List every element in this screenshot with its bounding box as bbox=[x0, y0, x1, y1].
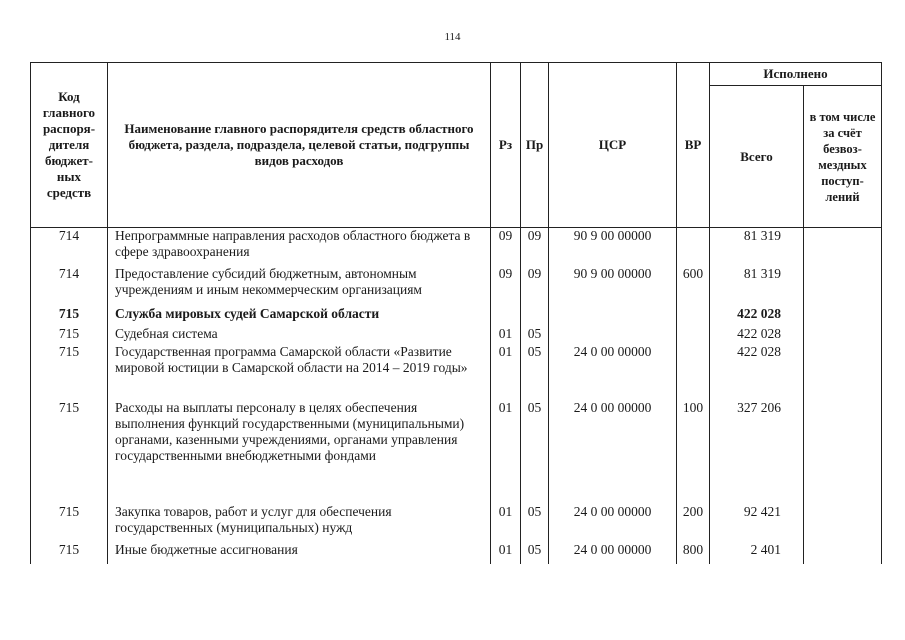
row-incl bbox=[804, 326, 882, 344]
row-total: 422 028 bbox=[710, 306, 804, 326]
row-code: 715 bbox=[31, 400, 108, 504]
row-csr: 90 9 00 00000 bbox=[549, 228, 677, 266]
row-name: Судебная система bbox=[108, 326, 491, 344]
expenditure-table bbox=[30, 62, 882, 564]
row-total: 2 401 bbox=[710, 542, 804, 564]
row-csr: 24 0 00 00000 bbox=[549, 344, 677, 400]
row-pr: 05 bbox=[521, 344, 549, 400]
row-incl bbox=[804, 504, 882, 542]
header-executed: Исполнено bbox=[710, 63, 882, 86]
row-name: Служба мировых судей Самарской области bbox=[108, 306, 491, 326]
row-rz: 09 bbox=[491, 266, 521, 306]
row-csr: 24 0 00 00000 bbox=[549, 504, 677, 542]
header-incl: в том числе за счёт безвоз-мездных поступ-лений bbox=[804, 86, 882, 228]
row-incl bbox=[804, 266, 882, 306]
header-csr: ЦСР bbox=[549, 63, 677, 228]
row-name: Непрограммные направления расходов областного бюджета в сфере здравоохранения bbox=[108, 228, 491, 266]
row-rz: 01 bbox=[491, 344, 521, 400]
row-vr bbox=[677, 326, 710, 344]
row-total: 422 028 bbox=[710, 326, 804, 344]
header-vr: ВР bbox=[677, 63, 710, 228]
header-pr: Пр bbox=[521, 63, 549, 228]
row-name: Расходы на выплаты персоналу в целях обеспечения выполнения функций государственными (муниципальными) органами, казенными учреждениями, органами управления государственными внебюджетными фондами bbox=[108, 400, 491, 504]
row-code: 715 bbox=[31, 542, 108, 564]
row-pr: 09 bbox=[521, 228, 549, 266]
row-vr: 100 bbox=[677, 400, 710, 504]
row-incl bbox=[804, 344, 882, 400]
row-vr: 600 bbox=[677, 266, 710, 306]
row-name: Государственная программа Самарской области «Развитие мировой юстиции в Самарской области на 2014 – 2019 годы» bbox=[108, 344, 491, 400]
row-rz: 01 bbox=[491, 400, 521, 504]
row-name: Иные бюджетные ассигнования bbox=[108, 542, 491, 564]
row-csr: 24 0 00 00000 bbox=[549, 542, 677, 564]
table-row bbox=[31, 266, 882, 306]
table-row bbox=[31, 344, 882, 400]
row-incl bbox=[804, 228, 882, 266]
table-row bbox=[31, 326, 882, 344]
table-row bbox=[31, 504, 882, 542]
row-vr bbox=[677, 306, 710, 326]
row-code: 715 bbox=[31, 504, 108, 542]
page-number: 114 bbox=[444, 31, 461, 43]
row-incl bbox=[804, 542, 882, 564]
header-rz: Рз bbox=[491, 63, 521, 228]
row-code: 714 bbox=[31, 266, 108, 306]
row-csr: 90 9 00 00000 bbox=[549, 266, 677, 306]
table-row bbox=[31, 400, 882, 504]
header-name: Наименование главного распорядителя средств областного бюджета, раздела, подраздела, целевой статьи, подгруппы видов расходов bbox=[108, 63, 491, 228]
row-incl bbox=[804, 306, 882, 326]
header-code: Код главного распоря-дителя бюджет-ных средств bbox=[31, 63, 108, 228]
row-csr bbox=[549, 306, 677, 326]
row-code: 715 bbox=[31, 344, 108, 400]
row-rz: 01 bbox=[491, 326, 521, 344]
header-total: Всего bbox=[710, 86, 804, 228]
row-pr: 09 bbox=[521, 266, 549, 306]
row-vr: 200 bbox=[677, 504, 710, 542]
row-code: 715 bbox=[31, 326, 108, 344]
row-pr bbox=[521, 306, 549, 326]
row-code: 715 bbox=[31, 306, 108, 326]
row-total: 92 421 bbox=[710, 504, 804, 542]
row-vr: 800 bbox=[677, 542, 710, 564]
row-name: Закупка товаров, работ и услуг для обеспечения государственных (муниципальных) нужд bbox=[108, 504, 491, 542]
row-incl bbox=[804, 400, 882, 504]
row-total: 327 206 bbox=[710, 400, 804, 504]
row-vr bbox=[677, 344, 710, 400]
row-csr: 24 0 00 00000 bbox=[549, 400, 677, 504]
row-total: 81 319 bbox=[710, 228, 804, 266]
row-name: Предоставление субсидий бюджетным, автономным учреждениям и иным некоммерческим организациям bbox=[108, 266, 491, 306]
table-row bbox=[31, 542, 882, 564]
row-rz: 01 bbox=[491, 542, 521, 564]
row-code: 714 bbox=[31, 228, 108, 266]
row-pr: 05 bbox=[521, 326, 549, 344]
row-total: 422 028 bbox=[710, 344, 804, 400]
row-vr bbox=[677, 228, 710, 266]
row-pr: 05 bbox=[521, 504, 549, 542]
row-total: 81 319 bbox=[710, 266, 804, 306]
row-csr bbox=[549, 326, 677, 344]
row-rz: 09 bbox=[491, 228, 521, 266]
row-pr: 05 bbox=[521, 542, 549, 564]
table-row bbox=[31, 228, 882, 266]
row-rz: 01 bbox=[491, 504, 521, 542]
row-rz bbox=[491, 306, 521, 326]
row-pr: 05 bbox=[521, 400, 549, 504]
table-row bbox=[31, 306, 882, 326]
